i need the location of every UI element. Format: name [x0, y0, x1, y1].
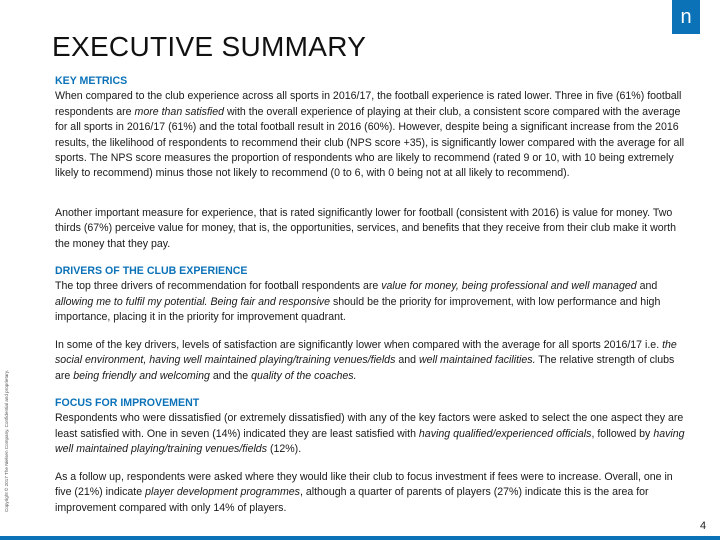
- focus-section: [55, 396, 685, 458]
- company-logo: n: [672, 0, 700, 34]
- drivers-paragraph-1: The top three drivers of recommendation for football respondents are value for money, being professional and well managed and allowing me to fulfil my potential. Being fair and responsive should be the priority for improvement, with low performance and high importance, placing it in the priority for improvement quadrant.: [55, 280, 661, 324]
- page-title: EXECUTIVE SUMMARY: [52, 31, 367, 62]
- copyright-notice: Copyright © 2017 The Nielsen Company. Confidential and proprietary.: [4, 369, 9, 512]
- investment-section: [55, 470, 685, 516]
- focus-paragraph-2: As a follow up, respondents were asked where they would like their club to focus investment if fees were to increase. Overall, one in five (21%) indicate player development programmes, although a quarter of parents of players (27%) indicate this is the area for improvement compared with only 14% of players.: [55, 471, 673, 514]
- drivers-heading: DRIVERS OF THE CLUB EXPERIENCE: [55, 265, 248, 277]
- value-for-money-section: [55, 206, 685, 252]
- footer-accent-bar: [0, 536, 720, 540]
- drivers-section: [55, 264, 685, 326]
- focus-heading: FOCUS FOR IMPROVEMENT: [55, 397, 200, 409]
- key-metrics-heading: KEY METRICS: [55, 75, 128, 87]
- key-metrics-paragraph-1: When compared to the club experience across all sports in 2016/17, the football experience is rated lower. Three in five (61%) football respondents are more than satisfied with the overall experience of playing at their club, a consistent score compared with the average for all sports in 2016/17 (61%) and the total football result in 2016 (60%). However, despite being a significant increase from the 2016 results, the likelihood of respondents to recommend their club (NPS score +35), is significantly lower compared with the average for all sports. The NPS score measures the proportion of respondents who are likely to recommend (rated 9 or 10, with 10 being extremely likely to recommend) minus those not likely to recommend (0 to 6, with 0 being not at all likely to recommend).: [55, 90, 685, 180]
- key-metrics-section: [55, 74, 685, 182]
- drivers-satisfaction-section: [55, 338, 685, 384]
- focus-paragraph-1: Respondents who were dissatisfied (or extremely dissatisfied) with any of the key factors were asked to select the one aspect they are least satisfied with. One in seven (14%) indicated they are least satisfied with having qualified/experienced officials, followed by having well maintained playing/training venues/fields (12%).: [55, 412, 685, 456]
- key-metrics-paragraph-2: Another important measure for experience, that is rated significantly lower for football (consistent with 2016) is value for money. Two thirds (67%) perceive value for money, that is, the opportunities, services, and benefits that they receive from their club make it worth the money that they pay.: [55, 207, 677, 250]
- drivers-paragraph-2: In some of the key drivers, levels of satisfaction are significantly lower when compared with the average for all sports 2016/17 i.e. the social environment, having well maintained playing/training venues/fields and well maintained facilities. The relative strength of clubs are being friendly and welcoming and the quality of the coaches.: [55, 339, 677, 382]
- page-number: 4: [700, 520, 707, 532]
